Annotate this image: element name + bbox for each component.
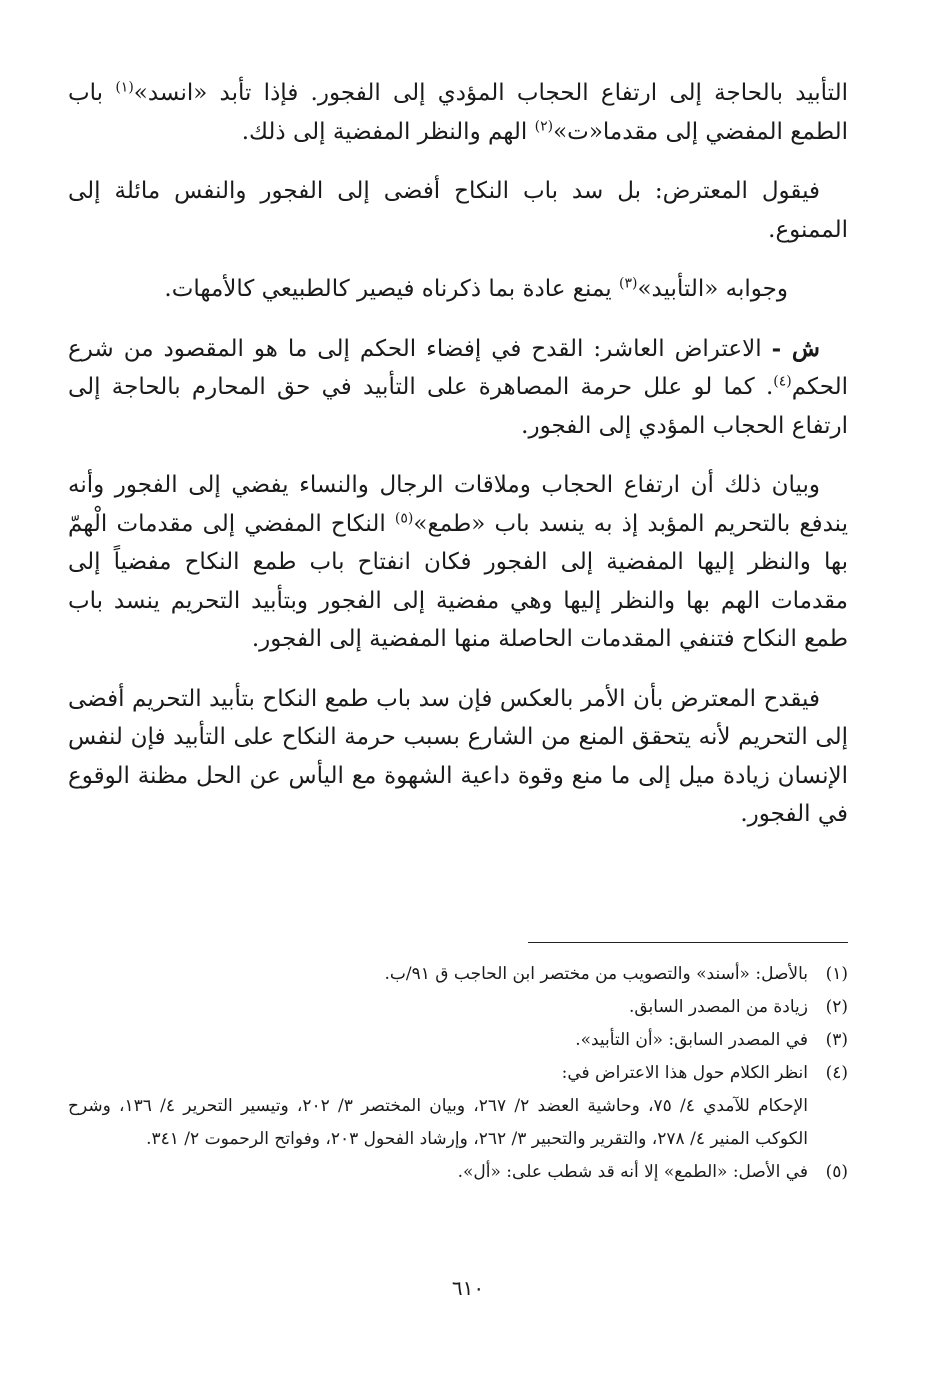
paragraph-text: وجوابه «التأبيد» (637, 276, 788, 302)
footnote-1 (68, 958, 848, 991)
paragraph-text: يمنع عادة بما ذكرناه فيصير كالطبيعي كالأمهات. (164, 276, 619, 302)
footnote-ref-3[interactable]: (٣) (618, 275, 638, 292)
footnote-ref-2[interactable]: (٢) (534, 117, 554, 134)
paragraph-2 (68, 172, 848, 249)
footnote-number: (٣) (825, 1030, 848, 1050)
paragraph-text: باب الطمع المفضي إلى مقدما«ت» (68, 80, 848, 145)
footnote-text: في الأصل: «الطمع» إلا أنه قد شطب على: «أل». (457, 1162, 808, 1182)
footnote-text: زيادة من المصدر السابق. (628, 997, 808, 1017)
section-marker: ش - (771, 334, 820, 362)
paragraph-text: وبيان ذلك أن ارتفاع الحجاب وملاقات الرجال والنساء يفضي إلى الفجور وأنه يندفع بالتحريم المؤبد إذ به ينسد باب «طمع» (68, 472, 849, 537)
paragraph-6 (68, 680, 848, 834)
paragraph-text: الاعتراض العاشر: القدح في إفضاء الحكم إلى ما هو المقصود من شرع الحكم (68, 335, 848, 400)
paragraph-4 (68, 330, 848, 446)
footnote-4 (68, 1057, 848, 1090)
footnote-divider (528, 942, 848, 943)
footnotes (68, 958, 848, 1189)
page-number: ٦١٠ (451, 1276, 485, 1300)
paragraph-text: فيقدح المعترض بأن الأمر بالعكس فإن سد باب طمع النكاح بتأبيد التحريم أفضى إلى التحريم لأنه يتحقق المنع من الشارع بسبب حرمة النكاح على التأبيد فإن لنفس الإنسان زيادة ميل إلى ما منع وقوة داعية الشهوة مع اليأس عن الحل مظنة الوقوع في الفجور. (68, 685, 848, 827)
footnote-4-sources: الإحكام للآمدي ٤/ ٧٥، وحاشية العضد ٢/ ٢٦٧، وبيان المختصر ٣/ ٢٠٢، وتيسير التحرير ٤/ ١٣٦، وشرح الكوكب المنير ٤/ ٢٧٨، والتقرير والتحبير ٣/ ٢٦٢، وإرشاد الفحول ٢٠٣، وفواتح الرحموت ٢/ ٣٤١. (68, 1096, 809, 1149)
paragraph-text: الهم والنظر المفضية إلى ذلك. (241, 118, 535, 145)
footnote-ref-4[interactable]: (٤) (773, 373, 792, 390)
footnote-ref-5[interactable]: (٥) (394, 509, 414, 526)
footnote-ref-1[interactable]: (١) (115, 79, 134, 96)
footnote-5 (68, 1156, 848, 1189)
body-text (68, 74, 848, 855)
paragraph-text: النكاح المفضي إلى مقدمات الْهمّ بها والنظر إليها المفضية إلى الفجور فكان انفتاح باب طمع النكاح مفضياً إلى مقدمات الهم بها والنظر إليها وهي مفضية إلى الفجور وبتأبيد التحريم ينسد باب طمع النكاح فتنفي المقدمات الحاصلة منها المفضية إلى الفجور. (68, 510, 848, 652)
footnote-text: في المصدر السابق: «أن التأبيد». (575, 1030, 808, 1050)
footnote-number: (١) (825, 964, 848, 984)
paragraph-3 (68, 270, 848, 309)
footnote-2 (68, 991, 848, 1024)
paragraph-text: . كما لو علل حرمة المصاهرة على التأبيد في حق المحارم بالحاجة إلى ارتفاع الحجاب المؤدي إلى الفجور. (68, 374, 848, 439)
footnote-number: (٥) (825, 1162, 848, 1182)
footnote-number: (٤) (825, 1063, 848, 1083)
footnote-text: انظر الكلام حول هذا الاعتراض في: (561, 1063, 808, 1083)
footnote-number: (٢) (825, 997, 848, 1017)
paragraph-text: التأبيد بالحاجة إلى ارتفاع الحجاب المؤدي إلى الفجور. فإذا تأبد «انسد» (133, 80, 849, 106)
footnote-text: بالأصل: «أسند» والتصويب من مختصر ابن الحاجب ق ٩١/ب. (384, 964, 808, 984)
footnote-3 (68, 1024, 848, 1057)
paragraph-5 (68, 466, 848, 659)
paragraph-text: فيقول المعترض: بل سد باب النكاح أفضى إلى الفجور والنفس مائلة إلى الممنوع. (68, 178, 848, 243)
paragraph-1 (68, 74, 848, 151)
